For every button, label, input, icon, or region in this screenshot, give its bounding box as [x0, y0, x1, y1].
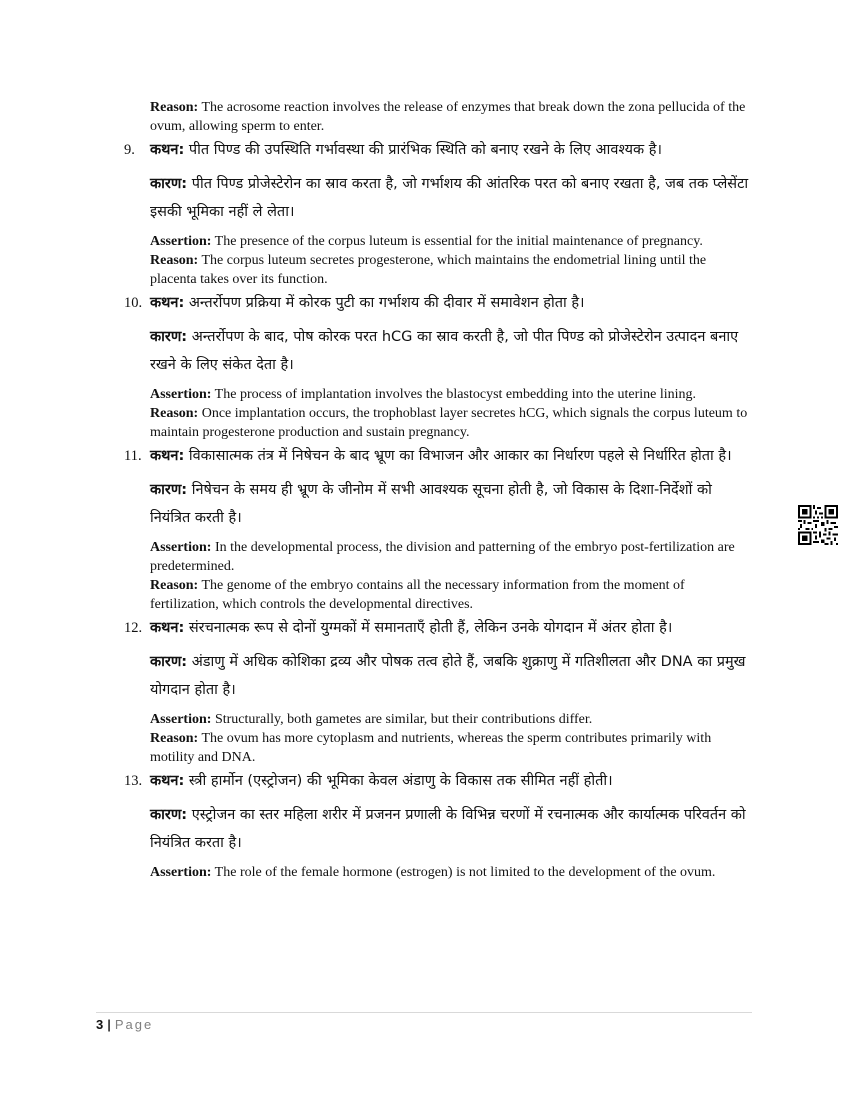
kathan-statement: कथन: अन्तर्रोपण प्रक्रिया में कोरक पुटी का गर्भाशय की दीवार में समावेशन होता है। [150, 295, 585, 311]
karan-statement: कारण: पीत पिण्ड प्रोजेस्टेरोन का स्राव करता है, जो गर्भाशय की आंतरिक परत को बनाए रखता है, जब तक प्लेसेंटा इसकी भूमिका नहीं ले लेता। [150, 176, 749, 220]
kathan-statement: कथन: पीत पिण्ड की उपस्थिति गर्भावस्था की प्रारंभिक स्थिति को बनाए रखने के लिए आवश्यक है। [150, 142, 662, 158]
qr-code-icon[interactable] [798, 505, 838, 545]
karan-statement: कारण: निषेचन के समय ही भ्रूण के जीनोम में सभी आवश्यक सूचना होती है, जो विकास के दिशा-निर्देशों को नियंत्रित करती है। [150, 482, 712, 526]
question-item [124, 442, 754, 614]
document-body [124, 98, 754, 882]
question-item [124, 767, 754, 882]
question-item [124, 136, 754, 289]
intro-reason: Reason: The acrosome reaction involves the release of enzymes that break down the zona pellucida of the ovum, allowing sperm to enter. [150, 100, 746, 134]
assertion-text: Assertion: In the developmental process, the division and patterning of the embryo post-fertilization are predetermined. [150, 540, 735, 574]
karan-statement: कारण: अन्तर्रोपण के बाद, पोष कोरक परत hCG का स्राव करती है, जो पीत पिण्ड को प्रोजेस्टेरोन उत्पादन बनाए रखने के लिए संकेत देता है। [150, 329, 739, 373]
footer-separator: | [107, 1017, 111, 1032]
kathan-statement: कथन: स्त्री हार्मोन (एस्ट्रोजन) की भूमिका केवल अंडाणु के विकास तक सीमित नहीं होती। [150, 773, 613, 789]
reason-text: Reason: The ovum has more cytoplasm and nutrients, whereas the sperm contributes primarily with motility and DNA. [150, 731, 712, 765]
page-label: Page [114, 1017, 154, 1032]
reason-text: Reason: The genome of the embryo contains all the necessary information from the moment of fertilization, which controls the developmental directives. [150, 578, 685, 612]
assertion-text: Assertion: Structurally, both gametes are similar, but their contributions differ. [150, 712, 593, 727]
question-number: 9. [124, 142, 135, 158]
kathan-statement: कथन: संरचनात्मक रूप से दोनों युग्मकों में समानताएँ होती हैं, लेकिन उनके योगदान में अंतर होता है। [150, 620, 673, 636]
page-footer [96, 1012, 752, 1032]
question-number: 11. [124, 448, 142, 464]
reason-text: Reason: Once implantation occurs, the trophoblast layer secretes hCG, which signals the corpus luteum to maintain progesterone production and sustain pregnancy. [150, 406, 748, 440]
kathan-statement: कथन: विकासात्मक तंत्र में निषेचन के बाद भ्रूण का विभाजन और आकार का निर्धारण पहले से निर्धारित होता है। [150, 448, 732, 464]
karan-statement: कारण: अंडाणु में अधिक कोशिका द्रव्य और पोषक तत्व होते हैं, जबकि शुक्राणु में गतिशीलता और DNA का प्रमुख योगदान होता है। [150, 654, 746, 698]
karan-statement: कारण: एस्ट्रोजन का स्तर महिला शरीर में प्रजनन प्रणाली के विभिन्न चरणों में रचनात्मक और कार्यात्मक परिवर्तन को नियंत्रित करता है। [150, 807, 746, 851]
assertion-text: Assertion: The process of implantation involves the blastocyst embedding into the uterine lining. [150, 387, 697, 402]
assertion-text: Assertion: The role of the female hormone (estrogen) is not limited to the development of the ovum. [150, 865, 716, 880]
page-number: 3 [96, 1017, 104, 1032]
question-number: 13. [124, 773, 143, 789]
question-item [124, 614, 754, 767]
question-item [124, 289, 754, 442]
assertion-text: Assertion: The presence of the corpus luteum is essential for the initial maintenance of pregnancy. [150, 234, 703, 249]
question-number: 12. [124, 620, 143, 636]
reason-text: Reason: The corpus luteum secretes progesterone, which maintains the endometrial lining until the placenta takes over its function. [150, 253, 707, 287]
question-number: 10. [124, 295, 143, 311]
